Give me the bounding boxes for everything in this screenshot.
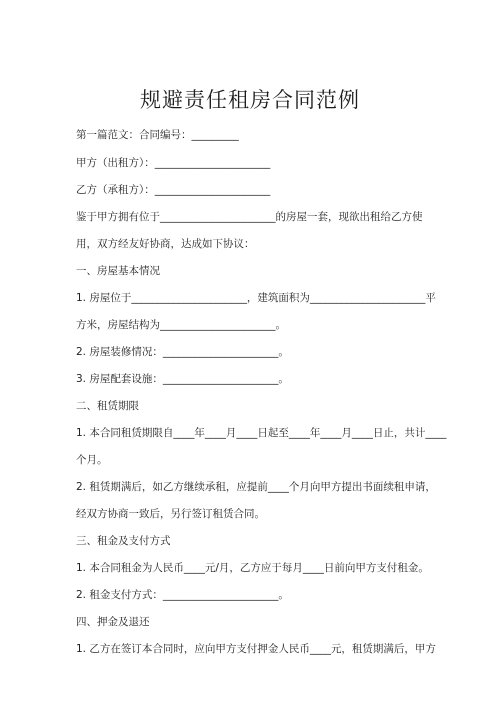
clause-term-period: 1. 本合同租赁期限自____年____月____日起至____年____月____日止，共计____ <box>76 427 447 439</box>
clause-decoration: 2. 房屋装修情况：______________________。 <box>76 346 289 358</box>
clause-property-structure: 方米，房屋结构为______________________。 <box>76 319 286 331</box>
clause-property-location: 1. 房屋位于______________________，建筑面积为______________________平 <box>76 292 436 304</box>
contract-number-line: 第一篇范文：合同编号：_________ <box>76 129 239 141</box>
section-heading-term: 二、租赁期限 <box>76 400 139 412</box>
clause-facilities: 3. 房屋配套设施：______________________。 <box>76 373 289 385</box>
party-b-line: 乙方（承租方）：______________________ <box>76 184 271 196</box>
clause-term-period-cont: 个月。 <box>76 454 108 466</box>
clause-rent-amount: 1. 本合同租金为人民币____元/月，乙方应于每月____日前向甲方支付租金。 <box>76 562 429 574</box>
preamble-line-1: 鉴于甲方拥有位于______________________的房屋一套，现欲出租给乙方使 <box>76 211 423 223</box>
clause-rent-method: 2. 租金支付方式：______________________。 <box>76 589 289 601</box>
preamble-line-2: 用，双方经友好协商，达成如下协议： <box>76 238 255 250</box>
section-heading-property: 一、房屋基本情况 <box>76 265 160 277</box>
section-heading-rent: 三、租金及支付方式 <box>76 535 171 547</box>
clause-renewal: 2. 租赁期满后，如乙方继续承租，应提前____个月向甲方提出书面续租申请， <box>76 481 436 493</box>
party-a-line: 甲方（出租方）：______________________ <box>76 157 271 169</box>
document-title: 规避责任租房合同范例 <box>140 88 360 112</box>
clause-deposit: 1. 乙方在签订本合同时，应向甲方支付押金人民币____元，租赁期满后，甲方 <box>76 643 436 655</box>
section-heading-deposit: 四、押金及退还 <box>76 616 150 628</box>
clause-renewal-cont: 经双方协商一致后，另行签订租赁合同。 <box>76 508 265 520</box>
